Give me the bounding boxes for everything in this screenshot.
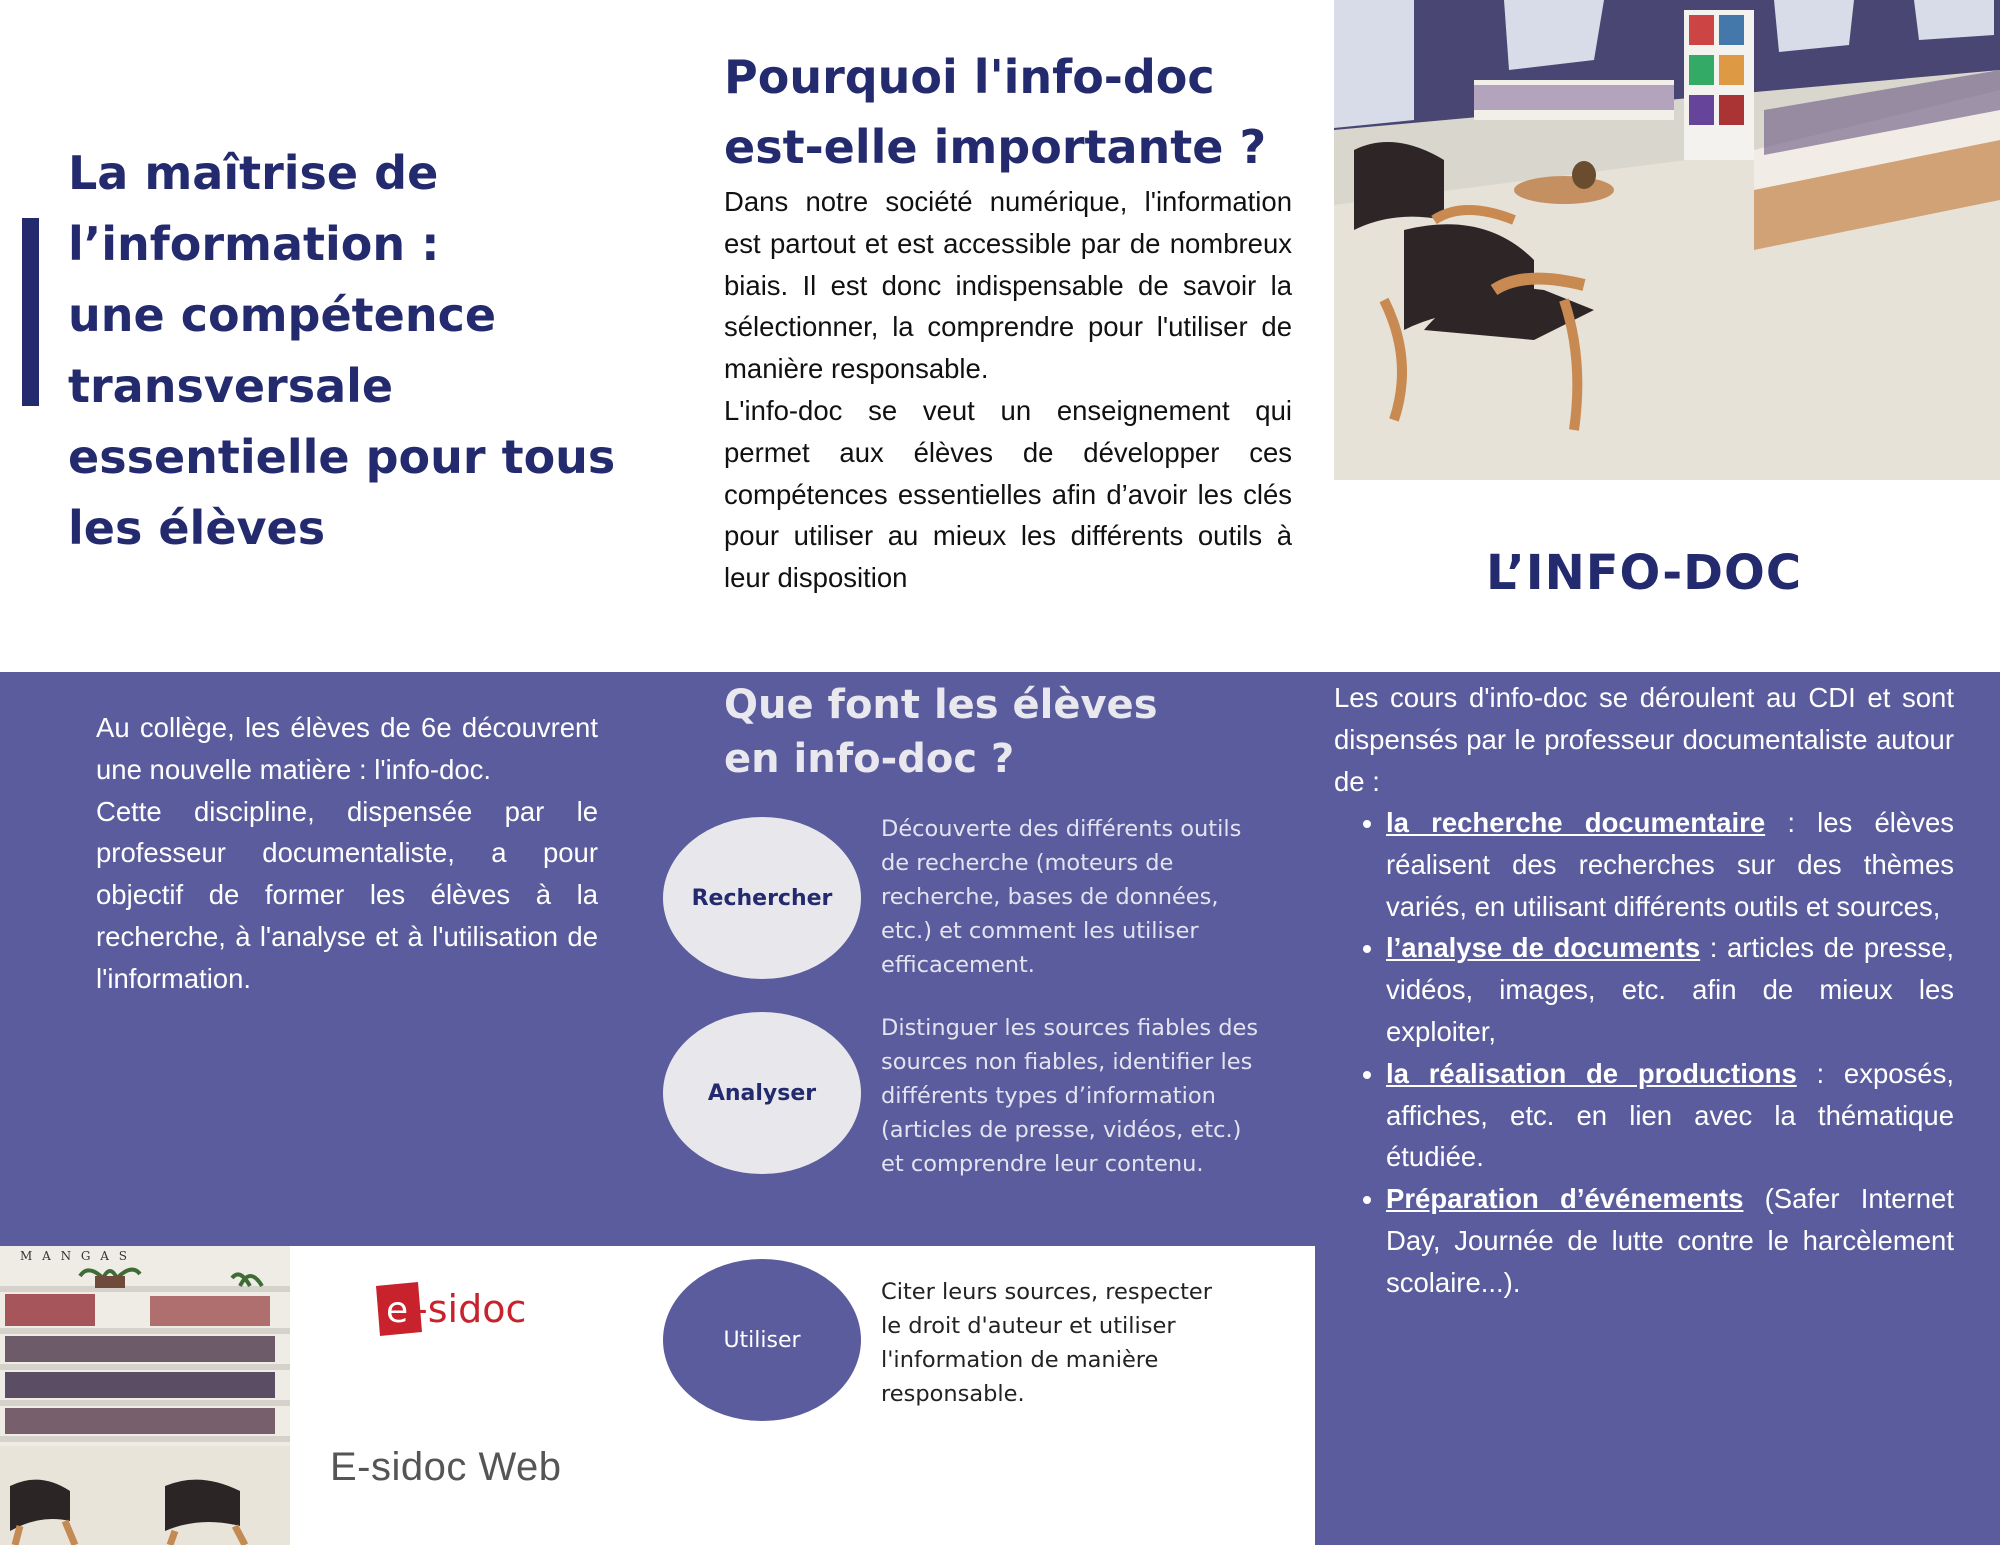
- cours-item-term: l’analyse de documents: [1386, 932, 1701, 964]
- cours-item: [1386, 1178, 1954, 1303]
- analyser-oval: [663, 1012, 861, 1174]
- rechercher-oval: [663, 817, 861, 979]
- why-title-line: est-elle importante ?: [724, 120, 1267, 174]
- utiliser-oval: [663, 1259, 861, 1421]
- main-title-line: une compétence: [68, 288, 497, 342]
- manga-sign: M A N G A S: [20, 1249, 130, 1263]
- esidoc-logo-e: e: [386, 1290, 409, 1331]
- analyser-text: Distinguer les sources fiables des sources non fiables, identifier les différents types d’information (articles de presse, vidéos, etc.) et comprendre leur contenu.: [881, 1015, 1259, 1177]
- why-title: [724, 42, 1324, 182]
- main-title-line: transversale: [68, 359, 394, 413]
- esidoc-logo-mark: [372, 1278, 532, 1348]
- title-accent-bar: [22, 218, 39, 406]
- cours-item-text: : articles de presse, vidéos, images, etc. afin de mieux les exploiter,: [1386, 932, 1954, 1047]
- cours-item-term: la recherche documentaire: [1386, 807, 1766, 838]
- cdi-photo-illustration: [1334, 0, 2000, 480]
- esidoc-web-label: E-sidoc Web: [330, 1445, 562, 1489]
- college-paragraph: Au collège, les élèves de 6e découvrent une nouvelle matière : l'info-doc.: [96, 712, 598, 785]
- college-paragraph: Cette discipline, dispensée par le professeur documentaliste, a pour objectif de former les élèves à la recherche, à l'analyse et à l'utilisation de l'information.: [96, 795, 598, 994]
- cours-item: [1386, 1053, 1954, 1178]
- cours-item-text: : exposés, affiches, etc. en lien avec la thématique étudiée.: [1386, 1057, 1954, 1173]
- why-title-line: Pourquoi l'info-doc: [724, 50, 1215, 104]
- utiliser-text: Citer leurs sources, respecter le droit d'auteur et utiliser l'information de manière responsable.: [881, 1279, 1212, 1407]
- cours-item-text: : les élèves réalisent des recherches sur des thèmes variés, en utilisant différents outils et sources,: [1386, 807, 1954, 922]
- main-title: [68, 138, 628, 564]
- why-paragraph: Dans notre société numérique, l'information est partout et est accessible par de nombreux biais. Il est donc indispensable de savoir la sélectionner, la comprendre pour l'utiliser de manière responsable.: [724, 186, 1292, 385]
- cours-item-text: (Safer Internet Day, Journée de lutte contre le harcèlement scolaire...).: [1386, 1183, 1954, 1298]
- que-font-title-line: Que font les élèves: [724, 682, 1158, 728]
- cours-intro: Les cours d'info-doc se déroulent au CDI et sont dispensés par le professeur documentaliste autour de :: [1334, 682, 1954, 797]
- cours-item-term: la réalisation de productions: [1386, 1057, 1797, 1089]
- cours-item: [1386, 802, 1954, 927]
- que-font-title-line: en info-doc ?: [724, 736, 1015, 782]
- analyser-label: Analyser: [707, 1080, 817, 1106]
- cours-item: [1386, 927, 1954, 1052]
- why-paragraph: L'info-doc se veut un enseignement qui permet aux élèves de développer ces compétences essentielles afin d’avoir les clés pour utiliser au mieux les différents outils à leur disposition: [724, 394, 1292, 594]
- rechercher-text: Découverte des différents outils de recherche (moteurs de recherche, bases de données, etc.) et comment les utiliser efficacement.: [881, 816, 1242, 978]
- rechercher-label: Rechercher: [691, 885, 833, 911]
- main-title-line: l’information :: [68, 217, 440, 271]
- esidoc-logo-text: -sidoc: [414, 1287, 527, 1331]
- main-title-line: essentielle pour tous: [68, 430, 616, 484]
- cours-item-term: Préparation d’événements: [1386, 1183, 1744, 1215]
- utiliser-label: Utiliser: [723, 1327, 801, 1353]
- why-text: [724, 181, 1292, 599]
- manga-shelf-photo: [0, 1246, 290, 1545]
- cours-list: [1334, 802, 1954, 1304]
- manga-shelf-illustration: [0, 1246, 290, 1545]
- que-font-title: [724, 678, 1284, 786]
- main-title-line: La maîtrise de: [68, 146, 439, 200]
- main-title-line: les élèves: [68, 501, 326, 555]
- infodoc-title: L’INFO-DOC: [1485, 545, 1803, 601]
- college-text: [96, 707, 598, 1000]
- cdi-photo: [1334, 0, 2000, 480]
- esidoc-logo: [372, 1278, 532, 1348]
